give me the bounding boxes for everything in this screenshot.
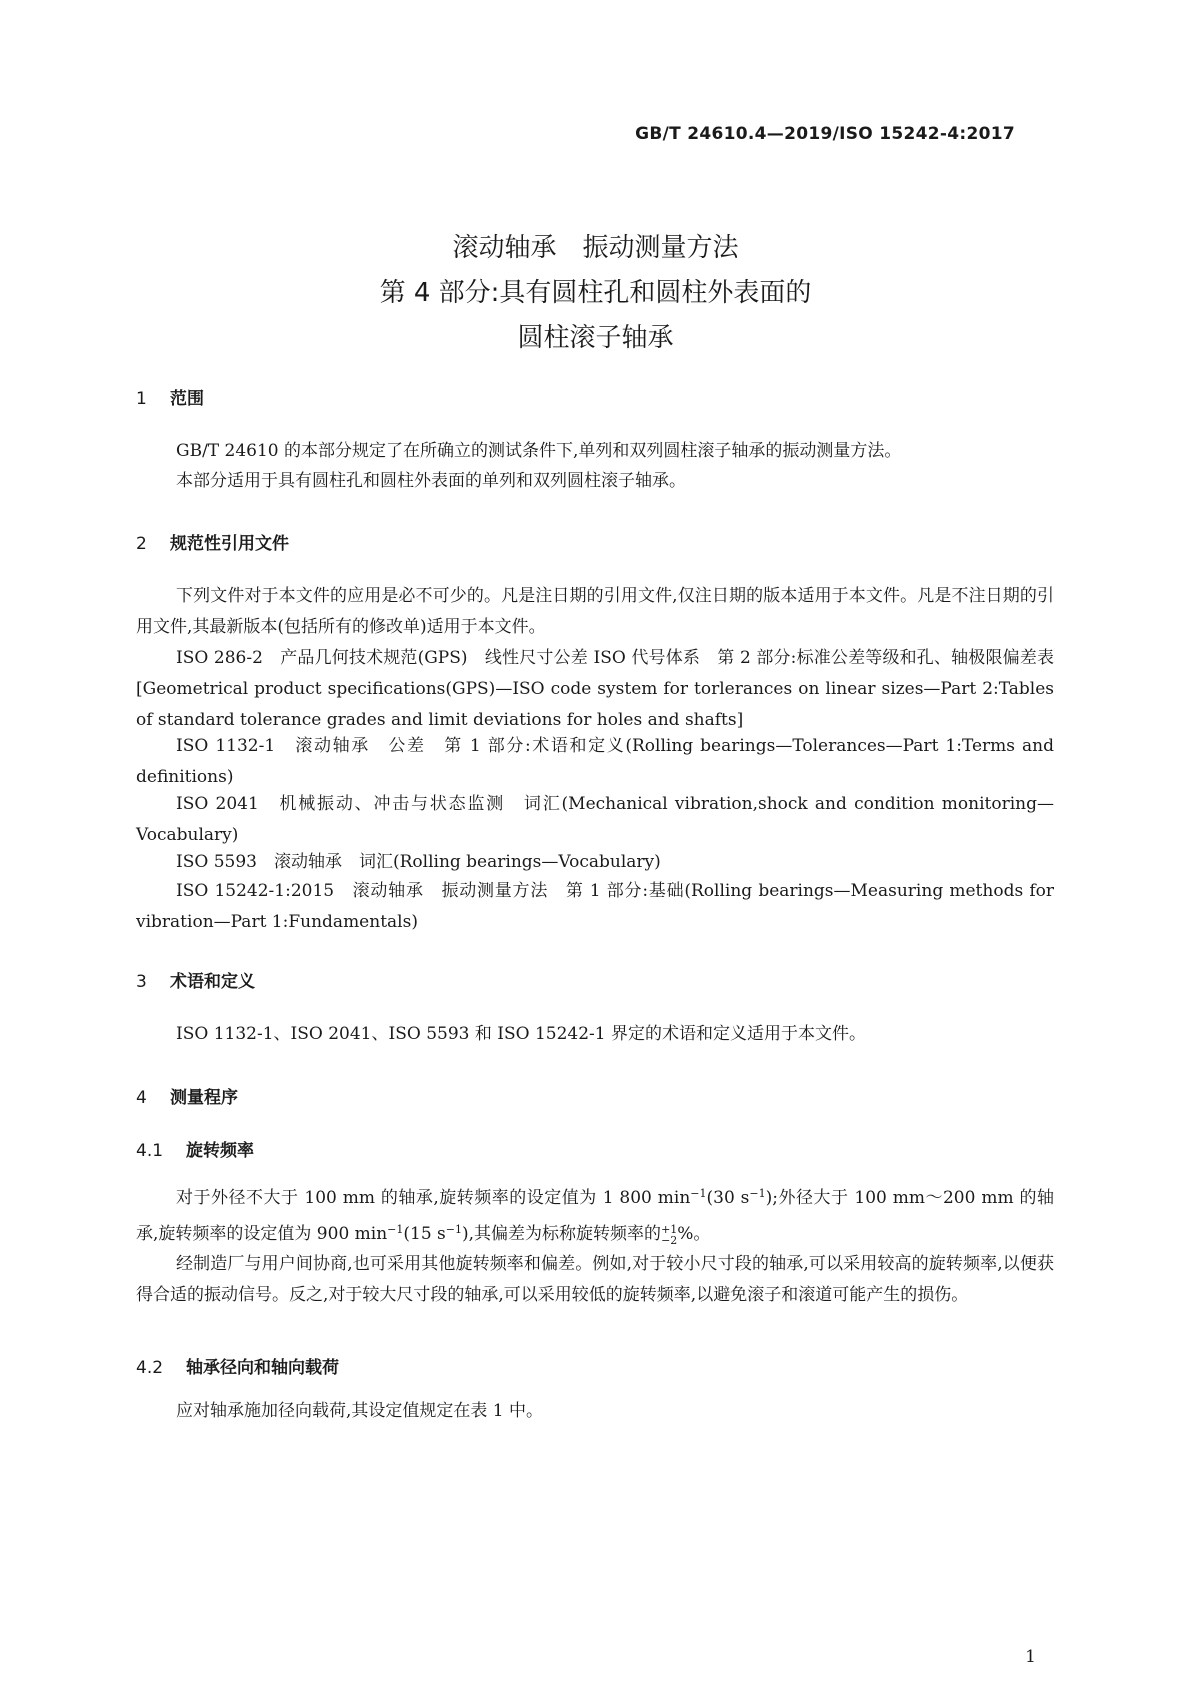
superscript: −1: [749, 1187, 766, 1200]
section-number: 1: [136, 389, 147, 409]
text-run: );外径大于 100 mm～200 mm 的轴承,旋转频率的设定值为 900 min: [136, 1188, 1054, 1244]
radial-load-paragraph: 应对轴承施加径向载荷,其设定值规定在表 1 中。: [176, 1401, 544, 1421]
standard-id: GB/T 24610.4—2019/ISO 15242-4:2017: [635, 124, 1015, 144]
tolerance-upper: +1: [661, 1222, 678, 1236]
tolerance-lower: −2: [661, 1233, 678, 1247]
section-title: 范围: [170, 389, 204, 409]
page-number: 1: [1025, 1647, 1036, 1667]
section-number: 4.1: [136, 1141, 164, 1161]
section-number: 2: [136, 534, 147, 554]
superscript: −1: [387, 1223, 404, 1236]
tolerance-fraction: [661, 1224, 677, 1246]
title-line-1: 滚动轴承 振动测量方法: [452, 233, 739, 263]
section-number: 4: [136, 1088, 147, 1108]
section-title: 轴承径向和轴向载荷: [186, 1358, 339, 1378]
section-3-heading: [136, 967, 255, 992]
section-2-intro: 下列文件对于本文件的应用是必不可少的。凡是注日期的引用文件,仅注日期的版本适用于本文件。凡是不注日期的引用文件,其最新版本(包括所有的修改单)适用于本文件。: [136, 586, 1054, 637]
section-2-heading: [136, 529, 289, 554]
normative-reference: ISO 5593 滚动轴承 词汇(Rolling bearings—Vocabulary): [176, 852, 661, 872]
text-run: 对于外径不大于 100 mm 的轴承,旋转频率的设定值为 1 800 min: [176, 1188, 691, 1208]
section-4-2-heading: [136, 1353, 339, 1378]
section-title: 测量程序: [170, 1088, 238, 1108]
section-1-heading: [136, 384, 204, 409]
section-number: 3: [136, 972, 147, 992]
normative-reference: ISO 286-2 产品几何技术规范(GPS) 线性尺寸公差 ISO 代号体系 第 2 部分:标准公差等级和孔、轴极限偏差表[Geometrical product specifications(GPS)—ISO code system for torlerances on linear sizes—Part 2:Tables of standard tolerance grades and limit deviations for holes and shafts]: [136, 648, 1054, 730]
section-4-heading: [136, 1083, 238, 1108]
normative-reference: ISO 1132-1 滚动轴承 公差 第 1 部分:术语和定义(Rolling bearings—Tolerances—Part 1:Terms and definitions): [136, 736, 1054, 787]
title-line-2: 第 4 部分:具有圆柱孔和圆柱外表面的: [379, 278, 812, 308]
section-4-1-heading: [136, 1136, 254, 1161]
normative-reference: ISO 15242-1:2015 滚动轴承 振动测量方法 第 1 部分:基础(Rolling bearings—Measuring methods for vibration—Part 1:Fundamentals): [136, 881, 1054, 932]
section-number: 4.2: [136, 1358, 164, 1378]
superscript: −1: [445, 1223, 463, 1236]
section-3-paragraph: ISO 1132-1、ISO 2041、ISO 5593 和 ISO 15242-1 界定的术语和定义适用于本文件。: [176, 1024, 867, 1044]
rotational-frequency-paragraph: [136, 1178, 1054, 1250]
normative-reference: ISO 2041 机械振动、冲击与状态监测 词汇(Mechanical vibration,shock and condition monitoring—Vocabulary): [136, 794, 1054, 845]
section-1-paragraph-1: GB/T 24610 的本部分规定了在所确立的测试条件下,单列和双列圆柱滚子轴承的振动测量方法。: [176, 441, 902, 461]
section-title: 旋转频率: [186, 1141, 254, 1161]
section-title: 术语和定义: [170, 972, 255, 992]
text-run: (30 s: [706, 1188, 750, 1208]
document-title: [0, 226, 1191, 361]
title-line-3: 圆柱滚子轴承: [517, 323, 674, 353]
text-run: %。: [677, 1224, 711, 1244]
section-title: 规范性引用文件: [170, 534, 289, 554]
text-run: ),其偏差为标称旋转频率的: [462, 1224, 662, 1244]
section-1-paragraph-2: 本部分适用于具有圆柱孔和圆柱外表面的单列和双列圆柱滚子轴承。: [176, 471, 686, 491]
superscript: −1: [690, 1187, 707, 1200]
text-run: (15 s: [403, 1224, 446, 1244]
rotational-frequency-note: 经制造厂与用户间协商,也可采用其他旋转频率和偏差。例如,对于较小尺寸段的轴承,可以采用较高的旋转频率,以便获得合适的振动信号。反之,对于较大尺寸段的轴承,可以采用较低的旋转频率,以避免滚子和滚道可能产生的损伤。: [136, 1254, 1054, 1305]
